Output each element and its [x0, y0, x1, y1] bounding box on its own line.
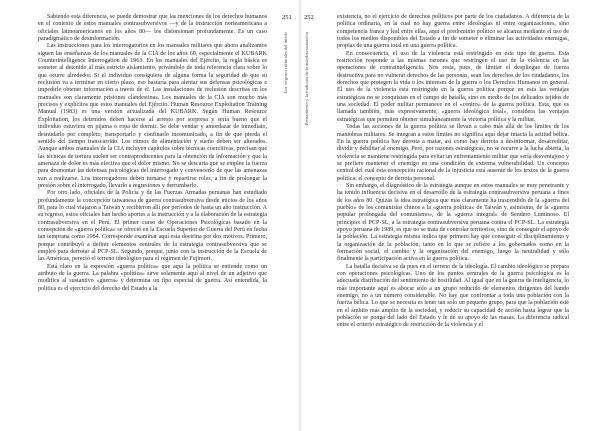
paragraph: existencia, no el ejercicio de derechos políticos por parte de los ciudadanos. A diferencia de la política ordinaria, en la cual no hay guerra entre ideologías ni entre organizaciones, sino competencia franca y leal entre ellas, aquí el predominio político se alcanza mediante el uso de todos los medios disponibles del Estado a fin de someter o eliminar las actividades enemigas, propias de una guerra total en una guerra política.: [337, 14, 569, 50]
paragraph: Sin embargo, el diagnóstico de la estrategia aunque en estos manuales se muy penetrante y ha tenido influencia decisiva en el desarrollo de la estrategia contrasubversiva peruana a fines de los años 80. Quizás la idea estratégica que más claramente ha trascendido de la «guerra del pueblo» de los comunistas chinos a la «guerra política» de Taiwán y, asimismo, de la «guerra popular prolongada del comunismo», de la «guerra integral» de Sendero Luminoso. El principio: el PCP-SL, a la estrategia contrasubversiva peruana contra el PCP-SL. La estrategia apoyo peruana de 1989, es que no se trata de controlar territorios, sino de conseguir el apoyo de la población. La estrategia misma indica que primero hay que conseguir el disciplinamiento y la organización de la población, tanto en lo que se refiere a los gobernados como en la formación social, el cambio y la organización del enemigo, luego la neutralidad y sólo finalmente la participación activa en la guerra política.: [337, 182, 569, 263]
paragraph: Todas las acciones de la guerra política se llevan a cabo más allá de los límites de los maniobras militares. Se integran a estos límites no significa aquí dejar intacta la actitud bélica. En la guerra política hay derrota a matar, así como hay derrota a desinformar, desacreditar, dividir y debilitar al enemigo. Pero, por razones estratégicas, no se recurre a la lucha abierta, la violencia se mantiene restringida para evitar un enfrentamiento militar que sería desventajoso y se prefiere mantener el enemigo en una condición de extrema vulnerabilidad. Un concepto central del cual esta concepción racional de la injusticia está ausente de los textos de la guerra política: el concepto de derrota personal.: [337, 124, 569, 182]
left-page-body: [38, 14, 267, 293]
paragraph: Por otro lado, oficiales de la Policía y de las Fuerzas Armadas peruanas han estudiado profundamente la concepción taiwanesa de guerra contrasubversiva desde inicios de los años 80, para lo cual viajaron a Taiwán y recibieron allí por períodos de hasta un año instrucción. A su regreso, estos oficiales han hecho aportes a la instrucción y a la elaboración de la estrategia contrasubversiva en el Perú. El primer curso de Operaciones Psicológicas basado en la concepción de «guerra política» se ofreció en la Escuela Superior de Guerra del Perú en fecha tan temprana como 1984. Corresponde examinar aquí esta doctrina por dos motivos. Primero, porque contribuyó a definir elementos centrales de la estrategia contrasubversiva que se empleó para derrotar al PCP-SL. Segundo, porque, junto con la instrucción de la Escuela de las Américas, pereció el terreno ideológico para el régimen de Fujimori.: [38, 190, 267, 263]
running-head: Pensamiento y la tradición de la autodeterminación: [304, 32, 309, 126]
right-page: [300, 0, 600, 431]
paragraph: Las instrucciones para los interrogatorios en los manuales militares que ahora analizamos siguen las enseñanzas de los manuales de la CIA de los años 60, especialmente el KUBARK Counterintelligence Interrogation de 1963. En los manuales del Ejército, la regla básica es someter al detenido al más estricto aislamiento, privándolo de toda referencia clara sobre lo que ocurre alrededor. Si el individuo consiguiera de alguna forma la seguridad de que su reclusión va a terminar en cierto plazo, eso bastaría para alentar sus defensas psicológicas e impedirle obtener información a través de él. Las instalaciones de reclusión descritas en los manuales son claramente prisiones clandestinas. Los manuales de la CIA son mucho más precisos y explícitos que estos manuales del Ejército. Human Resource Exploitation Training Manual (1983) es una versión actualizada del KUBARK. Según Human Resource Exploitation, los detenidos deben hacerse al arresto por sorpresa y sería bueno que el individuo estuviera en pijama o ropa de dormir. Se debe vendar y amordazar de inmediato, desnudarlo por completo, transportarlo y confinarlo incomunicado, a fin de que pierda el sentido del tiempo transcurrido. Los ritmos de alimentación y sueño deben ser alterados. Aunque ambos manuales de la CIA incluyen capítulos sobre técnicas coercitivas, precisan que las técnicas de tortura suelen ser contraproducentes para la obtención de información y que la amenaza de dolor es más efectiva que el dolor mismo. No se descarta que se emplee la fuerza para desmontar las defensas psicológicas del interrogado y convencerlo de que las amenazas van a realizarse. Los interrogadores deben turnarse y repartirse roles, a fin de prolongar la presión sobre el interrogado, llevarlo a regresiones y derrumbarlo.: [38, 43, 267, 189]
running-head: Los orígenes culturales del miedo: [283, 32, 288, 94]
right-page-body: [337, 14, 569, 330]
paragraph: La batalla decisiva se da pues en el terreno de la ideología. El cambio ideológico se prepara con operaciones psicológicas. Uno de los puntos centrales de la guerra psicológica es la adecuada distribución del sentimiento de hostilidad. Al igual que en la guerra de inteligencia, lo más importante aquí es abocar sólo a un grupo reducido de elementos dirigentes del bando enemigo, no a un número considerable. No hay que confrontar a toda una población con la fuerza bélica. Lo que se necesita es tener tan solo un pequeño grupo, para que la población esté en el ámbito más amplio de la sociedad, y reducir su capacidad de acción hasta lograr que la población se ponga del lado del Estado y le dé su apoyo de las masas. La diferencia radical entre el criterio estratégico de restricción de la violencia y el: [337, 263, 569, 329]
paragraph: Está claro en la expresión «guerra política» que aquí la política se entiende como un atributo de la guerra. La palabra «política» sirve solamente aquí al nivel de un adjetivo que modifica al sustantivo «guerra» y determina un tipo especial de guerra. Así entendida, la política es el ejercicio del derecho del Estado a la: [38, 263, 267, 292]
page-number: 251: [282, 14, 292, 21]
page-number: 252: [304, 14, 314, 21]
paragraph: Sabiendo esta diferencia, se puede demostrar que las menciones de los derechos humanos en el contexto de estos manuales contrasubversivos —y de la instrucción norteamericana a oficiales latinoamericanos en los años 80— los distorsionan profundamente. Es un caso paradigmático de desinformación.: [38, 14, 267, 43]
paragraph: En consecuencia, el uso de la violencia está restringido en este tipo de guerra. Esta restricción responde a las mismas razones que restringen el uso de la violencia en las operaciones de contrainteligencia. Nos resta, pues, de limitar el despliegue de fuerza destructiva para no vulnerar derechos de las personas, sean los derechos de los ciudadanos, los derechos que protegen la vida o los intereses de la guerra o los Derechos Humanos en general. El uso de la violencia está restringido en la guerra política porque en esta las ventajas estratégicas no se conquistan en el campo de batalla, sino en medio de los delicados tejidos de una sociedad. El poder militar permanece en el «centro» de la guerra política. Esta, que es llamada también, más expresivamente, «guerra ideológica total», considera las ventajas estratégicas que permiten obtener simultáneamente la victoria política y la militar.: [337, 50, 569, 123]
